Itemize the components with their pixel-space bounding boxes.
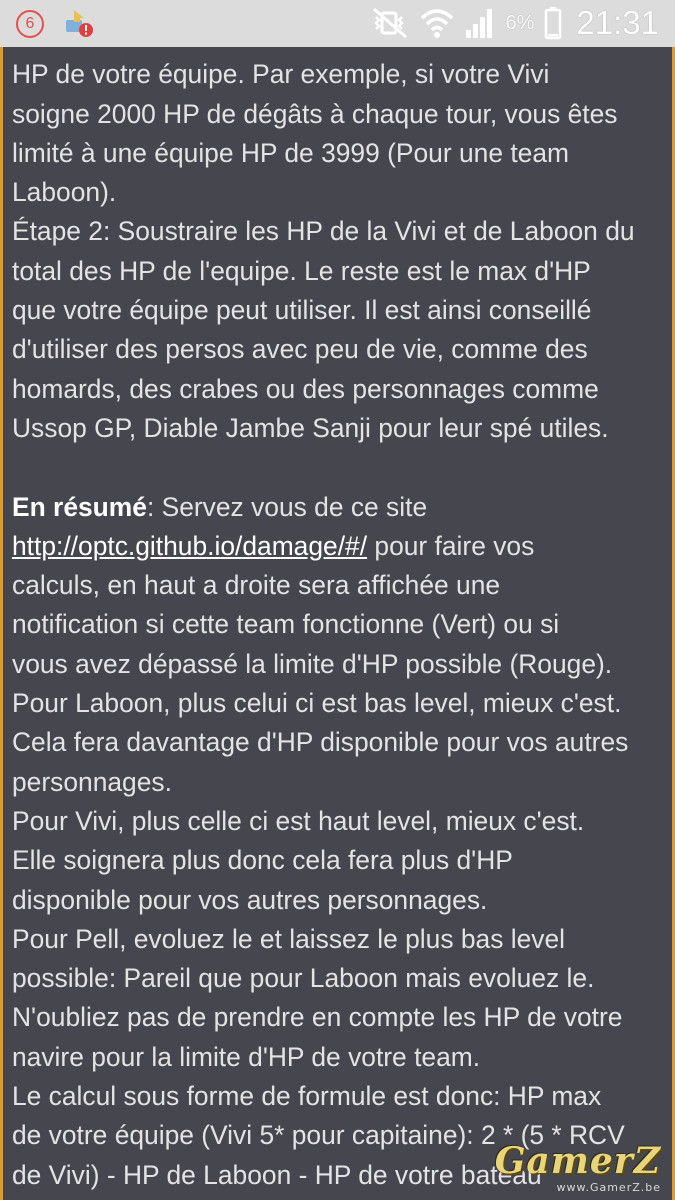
wifi-icon: [420, 6, 454, 40]
article-line: que votre équipe peut utiliser. Il est ainsi conseillé: [12, 295, 592, 326]
article-line: Ussop GP, Diable Jambe Sanji pour leur spé utiles.: [12, 412, 609, 443]
article-line: Pour Pell, evoluez le et laissez le plus bas level: [12, 923, 566, 954]
article-line: N'oubliez pas de prendre en compte les HP de votre: [12, 1002, 623, 1033]
article-line: limité à une équipe HP de 3999 (Pour une team: [12, 137, 570, 168]
link-trailing-text: pour faire vos: [367, 530, 535, 561]
watermark-logo: GamerZ: [494, 1140, 661, 1182]
article-line: Cela fera davantage d'HP disponible pour vos autres: [12, 727, 629, 758]
link-line: [12, 527, 668, 566]
battery-percent: 6%: [505, 11, 535, 34]
article-line: Laboon).: [12, 177, 117, 208]
status-bar: [0, 0, 675, 47]
article-line: calculs, en haut a droite sera affichée une: [12, 570, 501, 601]
watermark: [494, 1140, 661, 1194]
article-line: possible: Pareil que pour Laboon mais evoluez le.: [12, 963, 595, 994]
article-line: soigne 2000 HP de dégâts à chaque tour, vous êtes: [12, 98, 618, 129]
article-line: d'utiliser des persos avec peu de vie, comme des: [12, 334, 588, 365]
article-body: [12, 16, 668, 1195]
app-update-warning-icon: [62, 6, 94, 42]
summary-text: : Servez vous de ce site: [146, 491, 428, 522]
signal-icon: [464, 6, 496, 40]
article-line: navire pour la limite d'HP de votre team.: [12, 1041, 481, 1072]
summary-line: [12, 488, 668, 527]
left-accent-border: [0, 47, 3, 1200]
article-line: total des HP de l'equipe. Le reste est le max d'HP: [12, 255, 591, 286]
article-line: Étape 2: Soustraire les HP de la Vivi et de Laboon du: [12, 216, 635, 247]
article-line: Pour Vivi, plus celle ci est haut level, mieux c'est.: [12, 805, 585, 836]
battery-icon: [544, 6, 562, 40]
article-line: homards, des crabes ou des personnages comme: [12, 373, 599, 404]
article-line: de votre équipe (Vivi 5* pour capitaine): 2 * (5 * RCV: [12, 1120, 625, 1151]
article-line: notification si cette team fonctionne (Vert) ou si: [12, 609, 560, 640]
article-line: HP de votre équipe. Par exemple, si votre Vivi: [12, 59, 550, 90]
article-line: Pour Laboon, plus celui ci est bas level, mieux c'est.: [12, 688, 622, 719]
article-line: de Vivi) - HP de Laboon - HP de votre bateau: [12, 1159, 542, 1190]
article-line: Le calcul sous forme de formule est donc: HP max: [12, 1081, 602, 1112]
status-bar-right: [370, 4, 660, 42]
watermark-url: www.GamerZ.be: [556, 1181, 661, 1194]
notification-count: 6: [25, 15, 35, 32]
summary-label: En résumé: [12, 491, 147, 522]
paragraph-spacer: [12, 448, 668, 487]
article-line: personnages.: [12, 766, 172, 797]
article-line: Elle soignera plus donc cela fera plus d'HP: [12, 845, 513, 876]
damage-calculator-link[interactable]: http://optc.github.io/damage/#/: [12, 530, 368, 561]
status-bar-left: [16, 6, 94, 42]
vibrate-mute-icon: [370, 5, 410, 41]
clock: 21:31: [576, 4, 659, 41]
notification-count-icon: [16, 10, 44, 38]
article-line: vous avez dépassé la limite d'HP possible (Rouge).: [12, 648, 613, 679]
article-line: disponible pour vos autres personnages.: [12, 884, 488, 915]
